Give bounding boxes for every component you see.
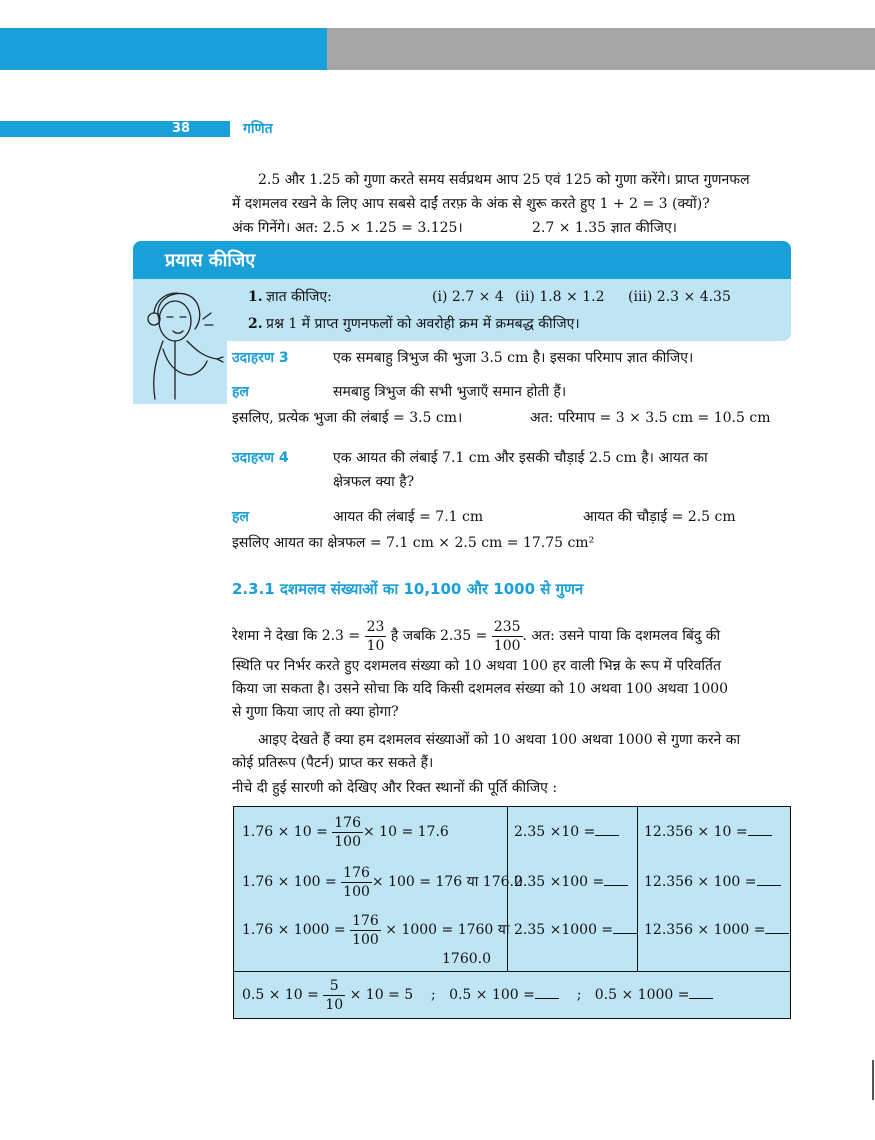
fraction-denominator: 10 (366, 637, 385, 654)
cell-text: 1.76 × 1000 = (242, 922, 346, 938)
table-cell-r2c2 (514, 859, 628, 905)
fill-in-blank[interactable] (535, 986, 559, 999)
example3-solution-line2b: अत: परिमाप = 3 × 3.5 cm = 10.5 cm (530, 410, 771, 426)
fraction-176-100 (332, 816, 363, 849)
cell-text: 2.35 ×10 = (514, 824, 596, 840)
cell-text: 12.356 × 1000 = (644, 922, 766, 938)
cell-text: 2.35 ×1000 = (514, 922, 614, 938)
fraction-numerator: 23 (366, 618, 385, 635)
try-q1-label: 1. (248, 289, 263, 305)
table-cell-r3c1-continued: 1760.0 (442, 951, 491, 967)
example3-solution-line1: समबाहु त्रिभुज की सभी भुजाएँ समान होती हैं। (333, 384, 567, 400)
example4-solution-label: हल (232, 509, 249, 525)
separator: ; (430, 987, 436, 1003)
page-edge-mark (872, 1060, 874, 1100)
example4-solution-breadth: आयत की चौड़ाई = 2.5 cm (583, 509, 736, 525)
top-bar-cyan (0, 28, 327, 70)
fraction-denominator: 100 (343, 883, 370, 900)
fraction-numerator: 176 (352, 912, 379, 929)
page-number: 38 (172, 121, 191, 136)
section-para1-line1 (232, 614, 720, 658)
try-q1-iii: (iii) 2.3 × 4.35 (628, 289, 731, 305)
try-q2-text: प्रश्न 1 में प्राप्त गुणनफलों को अवरोही क्रम में क्रमबद्ध कीजिए। (266, 316, 580, 332)
fill-in-blank[interactable] (604, 873, 628, 886)
fill-in-blank[interactable] (765, 921, 789, 934)
section-para3: नीचे दी हुई सारणी को देखिए और रिक्त स्थानों की पूर्ति कीजिए : (232, 780, 558, 796)
fill-in-blank[interactable] (757, 873, 781, 886)
girl-illustration-panel (133, 279, 227, 404)
section-heading: 2.3.1 दशमलव संख्याओं का 10,100 और 1000 से गुणन (232, 580, 584, 598)
example4-solution-length: आयत की लंबाई = 7.1 cm (333, 509, 484, 525)
example3-solution-line2a: इसलिए, प्रत्येक भुजा की लंबाई = 3.5 cm। (232, 410, 463, 426)
fraction-denominator: 100 (334, 833, 361, 850)
example3-label: उदाहरण 3 (232, 350, 289, 366)
para1-text-a: रेशमा ने देखा कि 2.3 = (232, 628, 361, 644)
table-cell-r1c2 (514, 809, 619, 855)
fraction-176-100 (350, 914, 381, 947)
section-para2-line2: कोई प्रतिरूप (पैटर्न) प्राप्त कर सकते हैं। (232, 755, 434, 771)
try-q1-i: (i) 2.7 × 4 (432, 289, 504, 305)
cell-text: 1.76 × 100 = (242, 874, 337, 890)
table-cell-r3c2 (514, 907, 637, 953)
separator: ; (576, 987, 582, 1003)
fraction-5-10 (323, 979, 345, 1012)
table-cell-r2c3 (644, 859, 781, 905)
section-para1-line4: से गुणा किया जाए तो क्या होगा? (232, 704, 399, 720)
para1-text-c: . अत: उसने पाया कि दशमलव बिंदु की (522, 628, 721, 644)
fraction-235-100 (492, 620, 523, 653)
cell-text: × 1000 = 1760 या (385, 922, 510, 938)
example3-question: एक समबाहु त्रिभुज की भुजा 3.5 cm है। इसका परिमाप ज्ञात कीजिए। (333, 350, 694, 366)
fraction-denominator: 100 (493, 637, 521, 654)
example4-question-line2: क्षेत्रफल क्या है? (333, 474, 415, 490)
try-q2-label: 2. (248, 316, 263, 332)
table-cell-r3c1 (242, 907, 510, 953)
multiplication-table (233, 806, 791, 1019)
table-cell-r4 (242, 973, 713, 1017)
example4-question-line1: एक आयत की लंबाई 7.1 cm और इसकी चौड़ाई 2.5 cm है। आयत का (333, 450, 708, 466)
fraction-176-100 (341, 866, 372, 899)
fraction-numerator: 176 (334, 814, 361, 831)
try-q1-text: ज्ञात कीजिए: (266, 289, 332, 305)
example4-label: उदाहरण 4 (232, 450, 289, 466)
cell-text: × 100 = 176 या 176.0 (371, 874, 523, 890)
table-cell-r3c3 (644, 907, 789, 953)
cell-text: × 10 = 17.6 (363, 824, 449, 840)
fill-in-blank[interactable] (595, 823, 619, 836)
table-cell-r1c1 (242, 809, 449, 855)
fraction-denominator: 10 (325, 996, 344, 1013)
section-para1-line3: किया जा सकता है। उसने सोचा कि यदि किसी दशमलव संख्या को 10 अथवा 100 अथवा 1000 (232, 681, 729, 697)
fill-in-blank[interactable] (748, 823, 772, 836)
cell-text: 0.5 × 100 = (449, 987, 535, 1003)
subject-title: गणित (243, 121, 273, 137)
fraction-23-10 (365, 620, 387, 653)
section-para1-line2: स्थिति पर निर्भर करते हुए दशमलव संख्या को 10 अथवा 100 हर वाली भिन्न के रूप में परिवर्तित (232, 658, 722, 674)
fraction-numerator: 5 (323, 979, 345, 996)
try-q1-ii: (ii) 1.8 × 1.2 (515, 289, 605, 305)
cell-text: 0.5 × 10 = (242, 987, 319, 1003)
intro-line-3b: 2.7 × 1.35 ज्ञात कीजिए। (532, 220, 677, 236)
example3-solution-label: हल (232, 384, 249, 400)
cell-text: 12.356 × 10 = (644, 824, 748, 840)
fraction-numerator: 176 (343, 864, 370, 881)
fill-in-blank[interactable] (689, 986, 713, 999)
intro-line-2: में दशमलव रखने के लिए आप सबसे दाईं तरफ़ के अंक से शुरू करते हुए 1 + 2 = 3 (क्यों)? (232, 196, 710, 212)
cell-text: × 10 = 5 (349, 987, 414, 1003)
table-cell-r2c1 (242, 859, 523, 905)
table-cell-r1c3 (644, 809, 772, 855)
try-box-title: प्रयास कीजिए (165, 250, 256, 271)
table-divider-row (234, 971, 790, 972)
fraction-denominator: 100 (352, 931, 379, 948)
top-bar-grey (327, 28, 875, 70)
fraction-numerator: 235 (493, 618, 521, 635)
section-para2-line1: आइए देखते हैं क्या हम दशमलव संख्याओं को 10 अथवा 100 अथवा 1000 से गुणा करने का (258, 732, 741, 748)
example4-solution-area: इसलिए आयत का क्षेत्रफल = 7.1 cm × 2.5 cm = 17.75 cm² (232, 535, 595, 551)
cell-text: 2.35 ×100 = (514, 874, 605, 890)
para1-text-b: है जबकि 2.35 = (390, 628, 488, 644)
fill-in-blank[interactable] (613, 921, 637, 934)
girl-pointing-illustration (133, 279, 227, 404)
cell-text: 0.5 × 1000 = (594, 987, 690, 1003)
cell-text: 12.356 × 100 = (644, 874, 757, 890)
cell-text: 1.76 × 10 = (242, 824, 328, 840)
intro-line-1: 2.5 और 1.25 को गुणा करते समय सर्वप्रथम आप 25 एवं 125 को गुणा करेंगे। प्राप्त गुणनफल (258, 172, 750, 188)
intro-line-3a: अंक गिनेंगे। अत: 2.5 × 1.25 = 3.125। (232, 220, 463, 236)
